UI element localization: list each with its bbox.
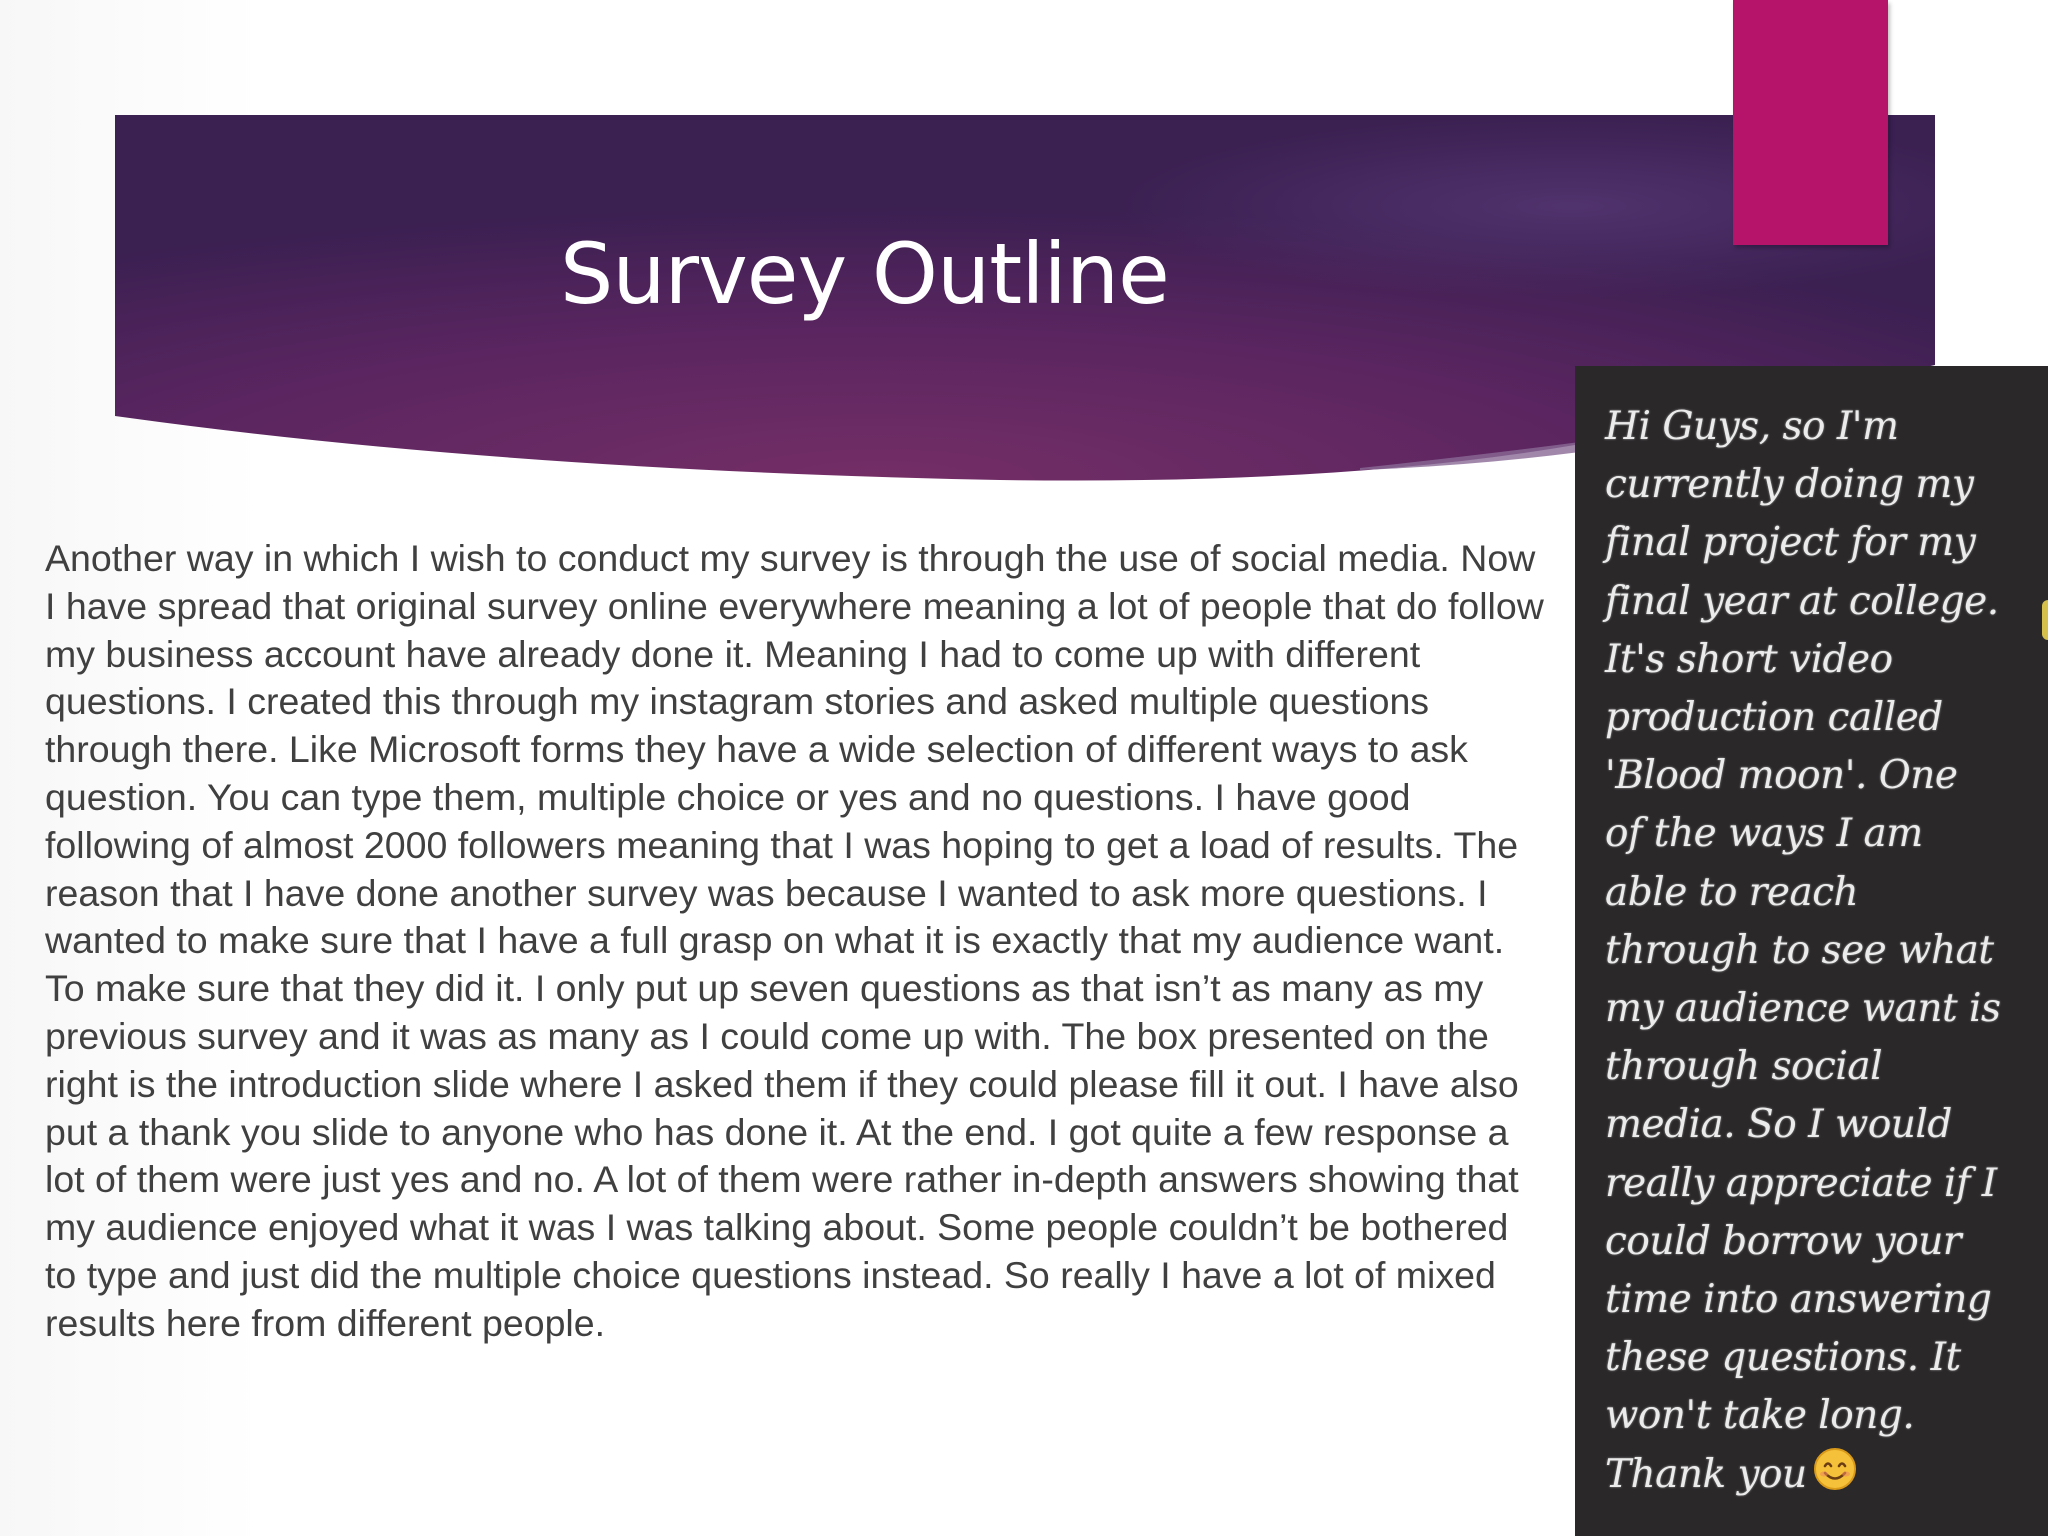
instagram-story-screenshot: [1575, 366, 2048, 1536]
body-paragraph: Another way in which I wish to conduct my survey is through the use of social media. Now I have spread that original survey online everywhere meaning a lot of people that do follow my business account have already done it. Meaning I had to come up with different questions. I created this through my instagram stories and asked multiple questions through there. Like Microsoft forms they have a wide selection of different ways to ask question. You can type them, multiple choice or yes and no questions. I have good following of almost 2000 followers meaning that I was hoping to get a load of results. The reason that I have done another survey was because I wanted to ask more questions. I wanted to make sure that I have a full grasp on what it is exactly that my audience want. To make sure that they did it. I only put up seven questions as that isn’t as many as my previous survey and it was as many as I could come up with. The box presented on the right is the introduction slide where I asked them if they could please fill it out. I have also put a thank you slide to anyone who has done it. At the end. I got quite a few response a lot of them were just yes and no. A lot of them were rather in-depth answers showing that my audience enjoyed what it was I was talking about. Some people couldn’t be bothered to type and just did the multiple choice questions instead. So really I have a lot of mixed results here from different people.: [45, 537, 1544, 1344]
story-text: [1605, 398, 2038, 1508]
edge-decoration: [2042, 600, 2048, 640]
story-message: Hi Guys, so I'm currently doing my final project for my final year at college. It's short video production called 'Blood moon'. One of the ways I am able to reach through to see what my audience want is through social media. So I would really appreciate if I could borrow your time into answering these questions. It won't take long. Thank you: [1605, 404, 2001, 1497]
slide-title: Survey Outline: [560, 225, 1169, 323]
accent-bar: [1733, 0, 1888, 245]
smiling-face-emoji-icon: [1813, 1447, 1857, 1508]
